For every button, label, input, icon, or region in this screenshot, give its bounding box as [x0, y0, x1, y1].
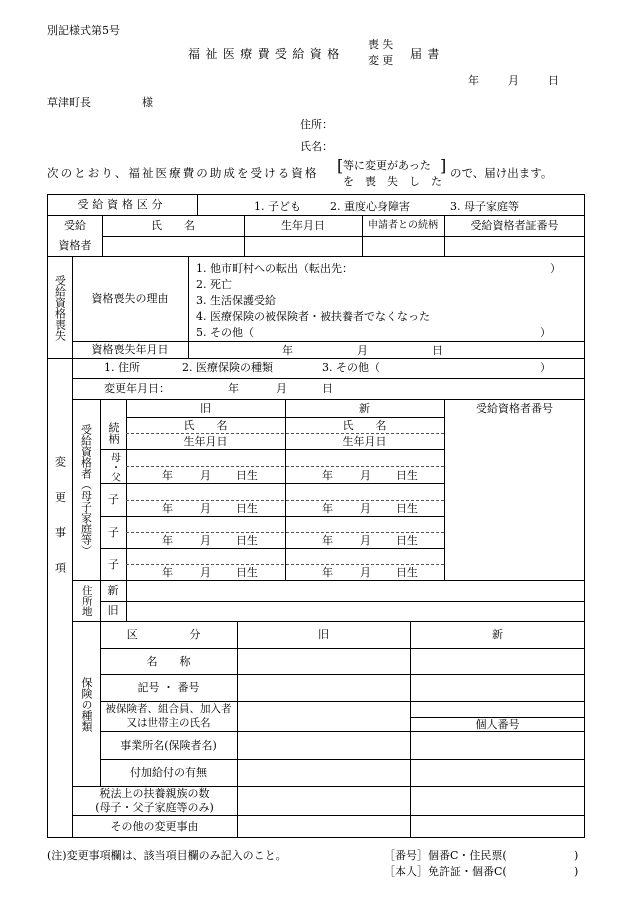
loss-reason-other-close: ） [540, 326, 551, 339]
new-birth-month: 月 [360, 534, 371, 547]
footer-mark-number: ［番号］個番C・住民票( [384, 849, 507, 862]
recipient-name-field[interactable] [103, 237, 244, 256]
change-row-child-2: 子 [108, 525, 119, 539]
old-birth-month: 月 [200, 534, 211, 547]
loss-reason-moved-close: ） [550, 262, 561, 275]
bracket-open-icon: [ [337, 156, 344, 175]
honorific: 様 [142, 96, 153, 109]
insurance-row-insured-1: 被保険者、組合員、加入者 [105, 703, 232, 716]
change-row-child-3: 子 [108, 557, 119, 571]
date-year: 年 [468, 74, 479, 87]
new-birth-year: 年 [322, 566, 333, 579]
new-birth-month: 月 [360, 469, 371, 482]
change-address-new-field[interactable] [127, 582, 585, 601]
footer-note: (注)変更事項欄は、該当項目欄のみ記入のこと。 [47, 849, 287, 862]
new-birth-year: 年 [322, 502, 333, 515]
dependents-label-2: (母子・父子家庭等のみ) [95, 801, 214, 815]
loss-reason-death[interactable]: 2. 死亡 [196, 278, 232, 291]
applicant-name-label: 氏名： [300, 140, 333, 153]
old-birth-year: 年 [162, 502, 173, 515]
insurance-row-office: 事業所名(保険者名) [120, 738, 217, 752]
new-birth-month: 月 [360, 566, 371, 579]
change-col-old: 旧 [200, 401, 211, 415]
change-type-insurance[interactable]: 2. 医療保険の種類 [182, 361, 273, 374]
change-address-new-label: 新 [107, 584, 119, 598]
old-birth-year: 年 [162, 469, 173, 482]
footer-mark-identity-close: ) [574, 865, 579, 878]
loss-date-month: 月 [357, 344, 368, 357]
loss-reason-welfare[interactable]: 3. 生活保護受給 [196, 294, 276, 307]
old-birth-month: 月 [200, 502, 211, 515]
title-option-change: 変更 [368, 54, 397, 67]
old-birth-month: 月 [200, 566, 211, 579]
recipient-label-2: 資格者 [58, 239, 92, 253]
recipient-col-birth: 生年月日 [281, 219, 325, 233]
recipient-col-number: 受給資格者証番号 [470, 219, 559, 233]
insurance-personal-number-label: 個人番号 [475, 717, 520, 731]
insurance-col-item: 区 分 [126, 628, 211, 642]
change-date-year: 年 [228, 382, 239, 395]
insurance-section-label: 保険の種類 [80, 676, 93, 732]
category-option-disability[interactable]: 2. 重度心身障害 [330, 200, 410, 213]
addressee: 草津町長 [47, 96, 91, 109]
new-birth-year: 年 [322, 534, 333, 547]
bracket-close-icon: ] [440, 156, 447, 175]
old-birth-day: 日生 [236, 566, 258, 579]
date-day: 日 [548, 74, 559, 87]
insurance-col-old: 旧 [318, 628, 329, 642]
footer-mark-identity: ［本人］免許証・個番C( [384, 865, 507, 878]
change-type-other-close: ） [540, 361, 551, 374]
change-row-child-1: 子 [108, 493, 119, 507]
date-month: 月 [508, 74, 519, 87]
statement-text: 次のとおり、福祉医療費の助成を受ける資格 [47, 166, 319, 180]
change-date-label: 変更年月日： [104, 382, 170, 395]
change-col-number: 受給資格者番号 [476, 401, 553, 415]
loss-section-label: 受給資格喪失 [53, 274, 67, 341]
change-new-name-label: 氏 名 [342, 418, 387, 432]
title-option-loss: 喪失 [368, 38, 397, 51]
new-birth-day: 日生 [396, 469, 418, 482]
loss-reason-label: 資格喪失の理由 [91, 292, 169, 306]
change-relation-label: 続柄 [107, 422, 120, 444]
recipient-col-name: 氏 名 [151, 219, 195, 233]
old-birth-year: 年 [162, 566, 173, 579]
category-option-child[interactable]: 1. 子ども [254, 200, 301, 213]
insurance-row-name: 名 称 [146, 654, 191, 668]
footer-mark-number-close: ) [574, 849, 579, 862]
loss-reason-insurance[interactable]: 4. 医療保険の被保険者・被扶養者でなくなった [196, 310, 430, 323]
change-old-birth-label: 生年月日 [183, 434, 228, 448]
recipient-number-field[interactable] [445, 237, 585, 256]
change-row-parent: 母・父 [108, 451, 120, 482]
loss-reason-moved[interactable]: 1. 他市町村への転出（転出先： [196, 262, 353, 275]
insurance-row-insured-2: 又は世帯主の氏名 [126, 717, 211, 730]
statement-option-loss: を 喪 失 し た [343, 175, 442, 188]
recipient-label-1: 受給 [64, 219, 86, 233]
old-birth-day: 日生 [236, 469, 258, 482]
old-birth-month: 月 [200, 469, 211, 482]
old-birth-day: 日生 [236, 534, 258, 547]
applicant-address-label: 住所： [300, 118, 333, 131]
insurance-col-new: 新 [492, 628, 503, 642]
change-address-label: 住所地 [80, 585, 93, 617]
loss-date-year: 年 [282, 344, 293, 357]
change-address-old-field[interactable] [127, 602, 585, 621]
statement-option-change: 等に変更があった [343, 159, 431, 172]
old-birth-year: 年 [162, 534, 173, 547]
form-number: 別記様式第5号 [47, 24, 120, 37]
recipient-col-relation: 申請者との続柄 [368, 220, 438, 231]
change-new-birth-label: 生年月日 [342, 434, 387, 448]
dependents-label-1: 税法上の扶養親族の数 [99, 787, 210, 801]
old-birth-day: 日生 [236, 502, 258, 515]
change-date-month: 月 [276, 382, 287, 395]
change-recipient-label: 受給資格者（母子家庭等） [79, 424, 93, 556]
new-birth-day: 日生 [396, 566, 418, 579]
category-option-single-parent[interactable]: 3. 母子家庭等 [450, 200, 519, 213]
statement-end: ので、届け出ます。 [450, 166, 553, 180]
form-title: 福祉医療費受給資格 [188, 47, 345, 61]
new-birth-year: 年 [322, 469, 333, 482]
loss-date-label: 資格喪失年月日 [91, 342, 169, 356]
recipient-birth-field[interactable] [245, 237, 362, 256]
title-suffix: 届書 [410, 47, 445, 61]
insurance-row-code: 記号 ・ 番号 [137, 681, 200, 695]
loss-date-day: 日 [432, 344, 443, 357]
change-type-other[interactable]: 3. その他（ [322, 361, 380, 374]
change-col-new: 新 [359, 401, 370, 415]
change-old-name-label: 氏 名 [183, 418, 228, 432]
loss-reason-other[interactable]: 5. その他（ [196, 326, 254, 339]
new-birth-month: 月 [360, 502, 371, 515]
insurance-row-benefit: 付加給付の有無 [130, 766, 207, 780]
new-birth-day: 日生 [396, 502, 418, 515]
other-reason-label: その他の変更事由 [110, 820, 199, 834]
new-birth-day: 日生 [396, 534, 418, 547]
change-date-day: 日 [322, 382, 333, 395]
recipient-relation-field[interactable] [363, 237, 444, 256]
change-section-label: 変更事項 [53, 456, 67, 597]
category-label: 受給資格区分 [77, 198, 167, 212]
change-type-address[interactable]: 1. 住所 [104, 361, 140, 374]
change-address-old-label: 旧 [107, 604, 119, 618]
